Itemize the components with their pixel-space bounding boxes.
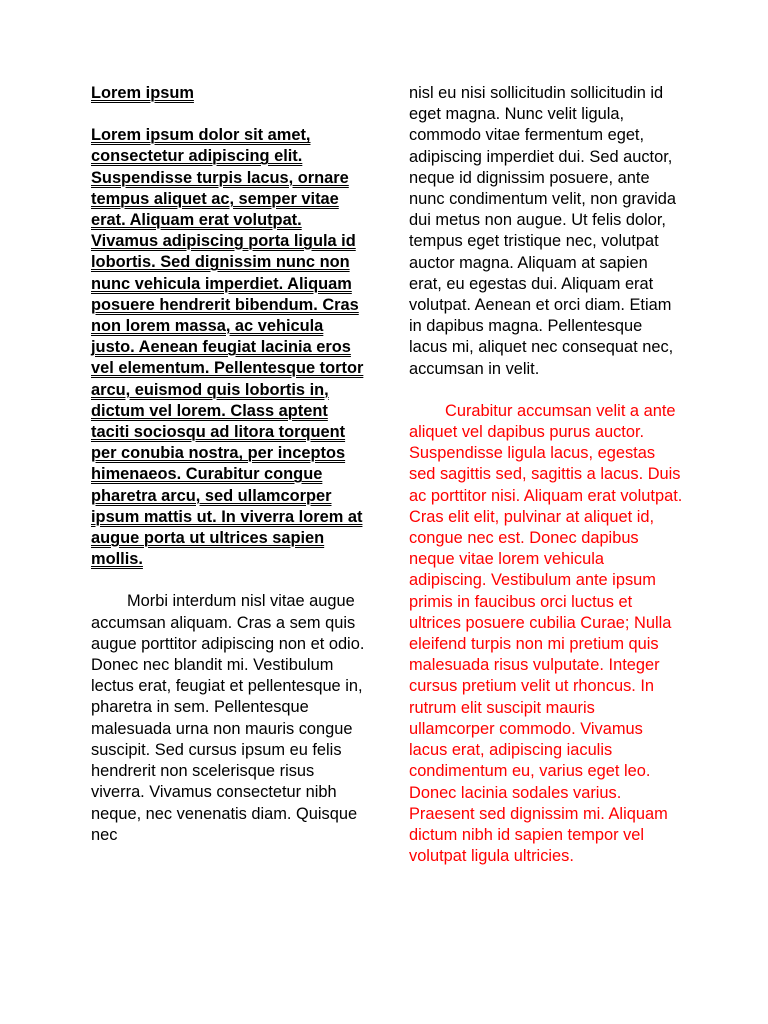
- bold-underlined-paragraph: Lorem ipsum dolor sit amet, consectetur adipiscing elit. Suspendisse turpis lacus, ornare tempus aliquet ac, semper vitae erat. Aliquam erat volutpat. Vivamus adipiscing porta ligula id lobortis. Sed dignissim nunc non nunc vehicula imperdiet. Aliquam posuere hendrerit bibendum. Cras non lorem massa, ac vehicula justo. Aenean feugiat lacinia eros vel elementum. Pellentesque tortor arcu, euismod quis lobortis in, dictum vel lorem. Class aptent taciti sociosqu ad litora torquent per conubia nostra, per inceptos himenaeos. Curabitur congue pharetra arcu, sed ullamcorper ipsum mattis ut. In viverra lorem at augue porta ut ultrices sapien mollis.: [91, 126, 364, 569]
- document-heading: Lorem ipsum: [91, 84, 194, 102]
- body-paragraph-continued: nisl eu nisi sollicitudin sollicitudin id eget magna. Nunc velit ligula, commodo vitae fermentum eget, adipiscing imperdiet dui. Sed auctor, neque id dignissim posuere, ante nunc condimentum velit, non gravida dui metus non augue. Ut felis dolor, tempus eget tristique nec, volutpat auctor magna. Aliquam at sapien erat, eu egestas dui. Aliquam erat volutpat. Aenean et orci diam. Etiam in dapibus magna. Pellentesque lacus mi, aliquet nec consequat nec, accumsan in velit.: [409, 84, 676, 378]
- left-column: [91, 83, 367, 846]
- red-paragraph: Curabitur accumsan velit a ante aliquet vel dapibus purus auctor. Suspendisse ligula lacus, egestas sed sagittis sed, sagittis a lacus. Duis ac porttitor nisi. Aliquam erat volutpat. Cras elit elit, pulvinar at aliquet id, congue nec est. Donec dapibus neque vitae lorem vehicula adipiscing. Vestibulum ante ipsum primis in faucibus orci luctus et ultrices posuere cubilia Curae; Nulla eleifend turpis non mi pretium quis malesuada risus vulputate. Integer cursus pretium velit ut rhoncus. In rutrum elit suscipit mauris ullamcorper commodo. Vivamus lacus erat, adipiscing iaculis condimentum eu, varius eget leo. Donec lacinia sodales varius. Praesent sed dignissim mi. Aliquam dictum nibh id sapien tempor vel volutpat ligula ultricies.: [409, 401, 683, 866]
- body-paragraph: Morbi interdum nisl vitae augue accumsan aliquam. Cras a sem quis augue porttitor adipiscing non et odio. Donec nec blandit mi. Vestibulum lectus erat, feugiat et pellentesque in, pharetra in sem. Pellentesque malesuada urna non mauris congue suscipit. Sed cursus ipsum eu felis hendrerit non scelerisque risus viverra. Vivamus consectetur nibh neque, nec venenatis diam. Quisque nec: [91, 592, 365, 844]
- right-column: [409, 83, 684, 867]
